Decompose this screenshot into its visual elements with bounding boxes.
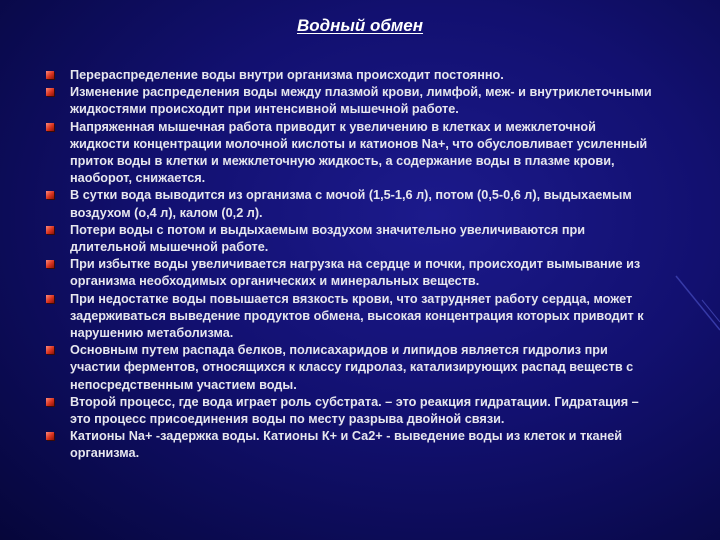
- bullet-item-1: [46, 67, 658, 84]
- bullet-item-9: [46, 394, 658, 428]
- bullet-item-7: [46, 291, 658, 343]
- bullet-marker-icon: [46, 226, 54, 234]
- bullet-list: [46, 67, 658, 463]
- bullet-marker-icon: [46, 295, 54, 303]
- bullet-text: При избытке воды увеличивается нагрузка на сердце и почки, происходит вымывание из организма необходимых органических и минеральных веществ.: [70, 257, 641, 289]
- bullet-text: Перераспределение воды внутри организма происходит постоянно.: [70, 68, 504, 82]
- decorative-line-1: [676, 276, 720, 330]
- bullet-text: При недостатке воды повышается вязкость крови, что затрудняет работу сердца, может задерживаться выведение продуктов обмена, высокая концентрация которых приводит к нарушению метаболизма.: [70, 291, 644, 341]
- bullet-item-2: [46, 84, 658, 118]
- bullet-item-10: [46, 428, 658, 462]
- bullet-item-5: [46, 222, 658, 256]
- bullet-marker-icon: [46, 191, 54, 199]
- bullet-text: Второй процесс, где вода играет роль субстрата. – это реакция гидратации. Гидратация – это процесс присоединения воды по месту разрыва двойной связи.: [70, 394, 639, 427]
- bullet-text: Катионы Na+ -задержка воды. Катионы К+ и Са2+ - выведение воды из клеток и тканей организма.: [70, 429, 623, 461]
- slide-title: Водный обмен: [296, 16, 424, 35]
- bullet-item-3: [46, 119, 658, 188]
- bullet-marker-icon: [46, 123, 54, 131]
- bullet-marker-icon: [46, 346, 54, 354]
- bullet-text: Изменение распределения воды между плазмой крови, лимфой, меж- и внутриклеточными жидкостями происходит при интенсивной мышечной работе.: [70, 85, 652, 117]
- bullet-text: Напряженная мышечная работа приводит к увеличению в клетках и межклеточной жидкости концентрации молочной кислоты и катионов Na+, что обусловливает усиленный приток воды в клетки и межклеточную жидкость, а содержание воды в плазме крови, наоборот, снижается.: [70, 119, 648, 186]
- decorative-line-2: [702, 300, 720, 322]
- bullet-marker-icon: [46, 88, 54, 96]
- bullet-item-8: [46, 342, 658, 394]
- bullet-text: В сутки вода выводится из организма с мочой (1,5-1,6 л), потом (0,5-0,6 л), выдыхаемым воздухом (о,4 л), калом (0,2 л).: [70, 188, 632, 220]
- bullet-marker-icon: [46, 432, 54, 440]
- bullet-item-4: [46, 187, 658, 221]
- bullet-item-6: [46, 256, 658, 290]
- bullet-text: Потери воды с потом и выдыхаемым воздухом значительно увеличиваются при длительной мышечной работе.: [70, 222, 586, 255]
- bullet-text: Основным путем распада белков, полисахаридов и липидов является гидролиз при участии ферментов, относящихся к классу гидролаз, катализирующих распад веществ с непосредственным участием воды.: [70, 343, 634, 392]
- bullet-marker-icon: [46, 71, 54, 79]
- bullet-marker-icon: [46, 398, 54, 406]
- bullet-marker-icon: [46, 260, 54, 268]
